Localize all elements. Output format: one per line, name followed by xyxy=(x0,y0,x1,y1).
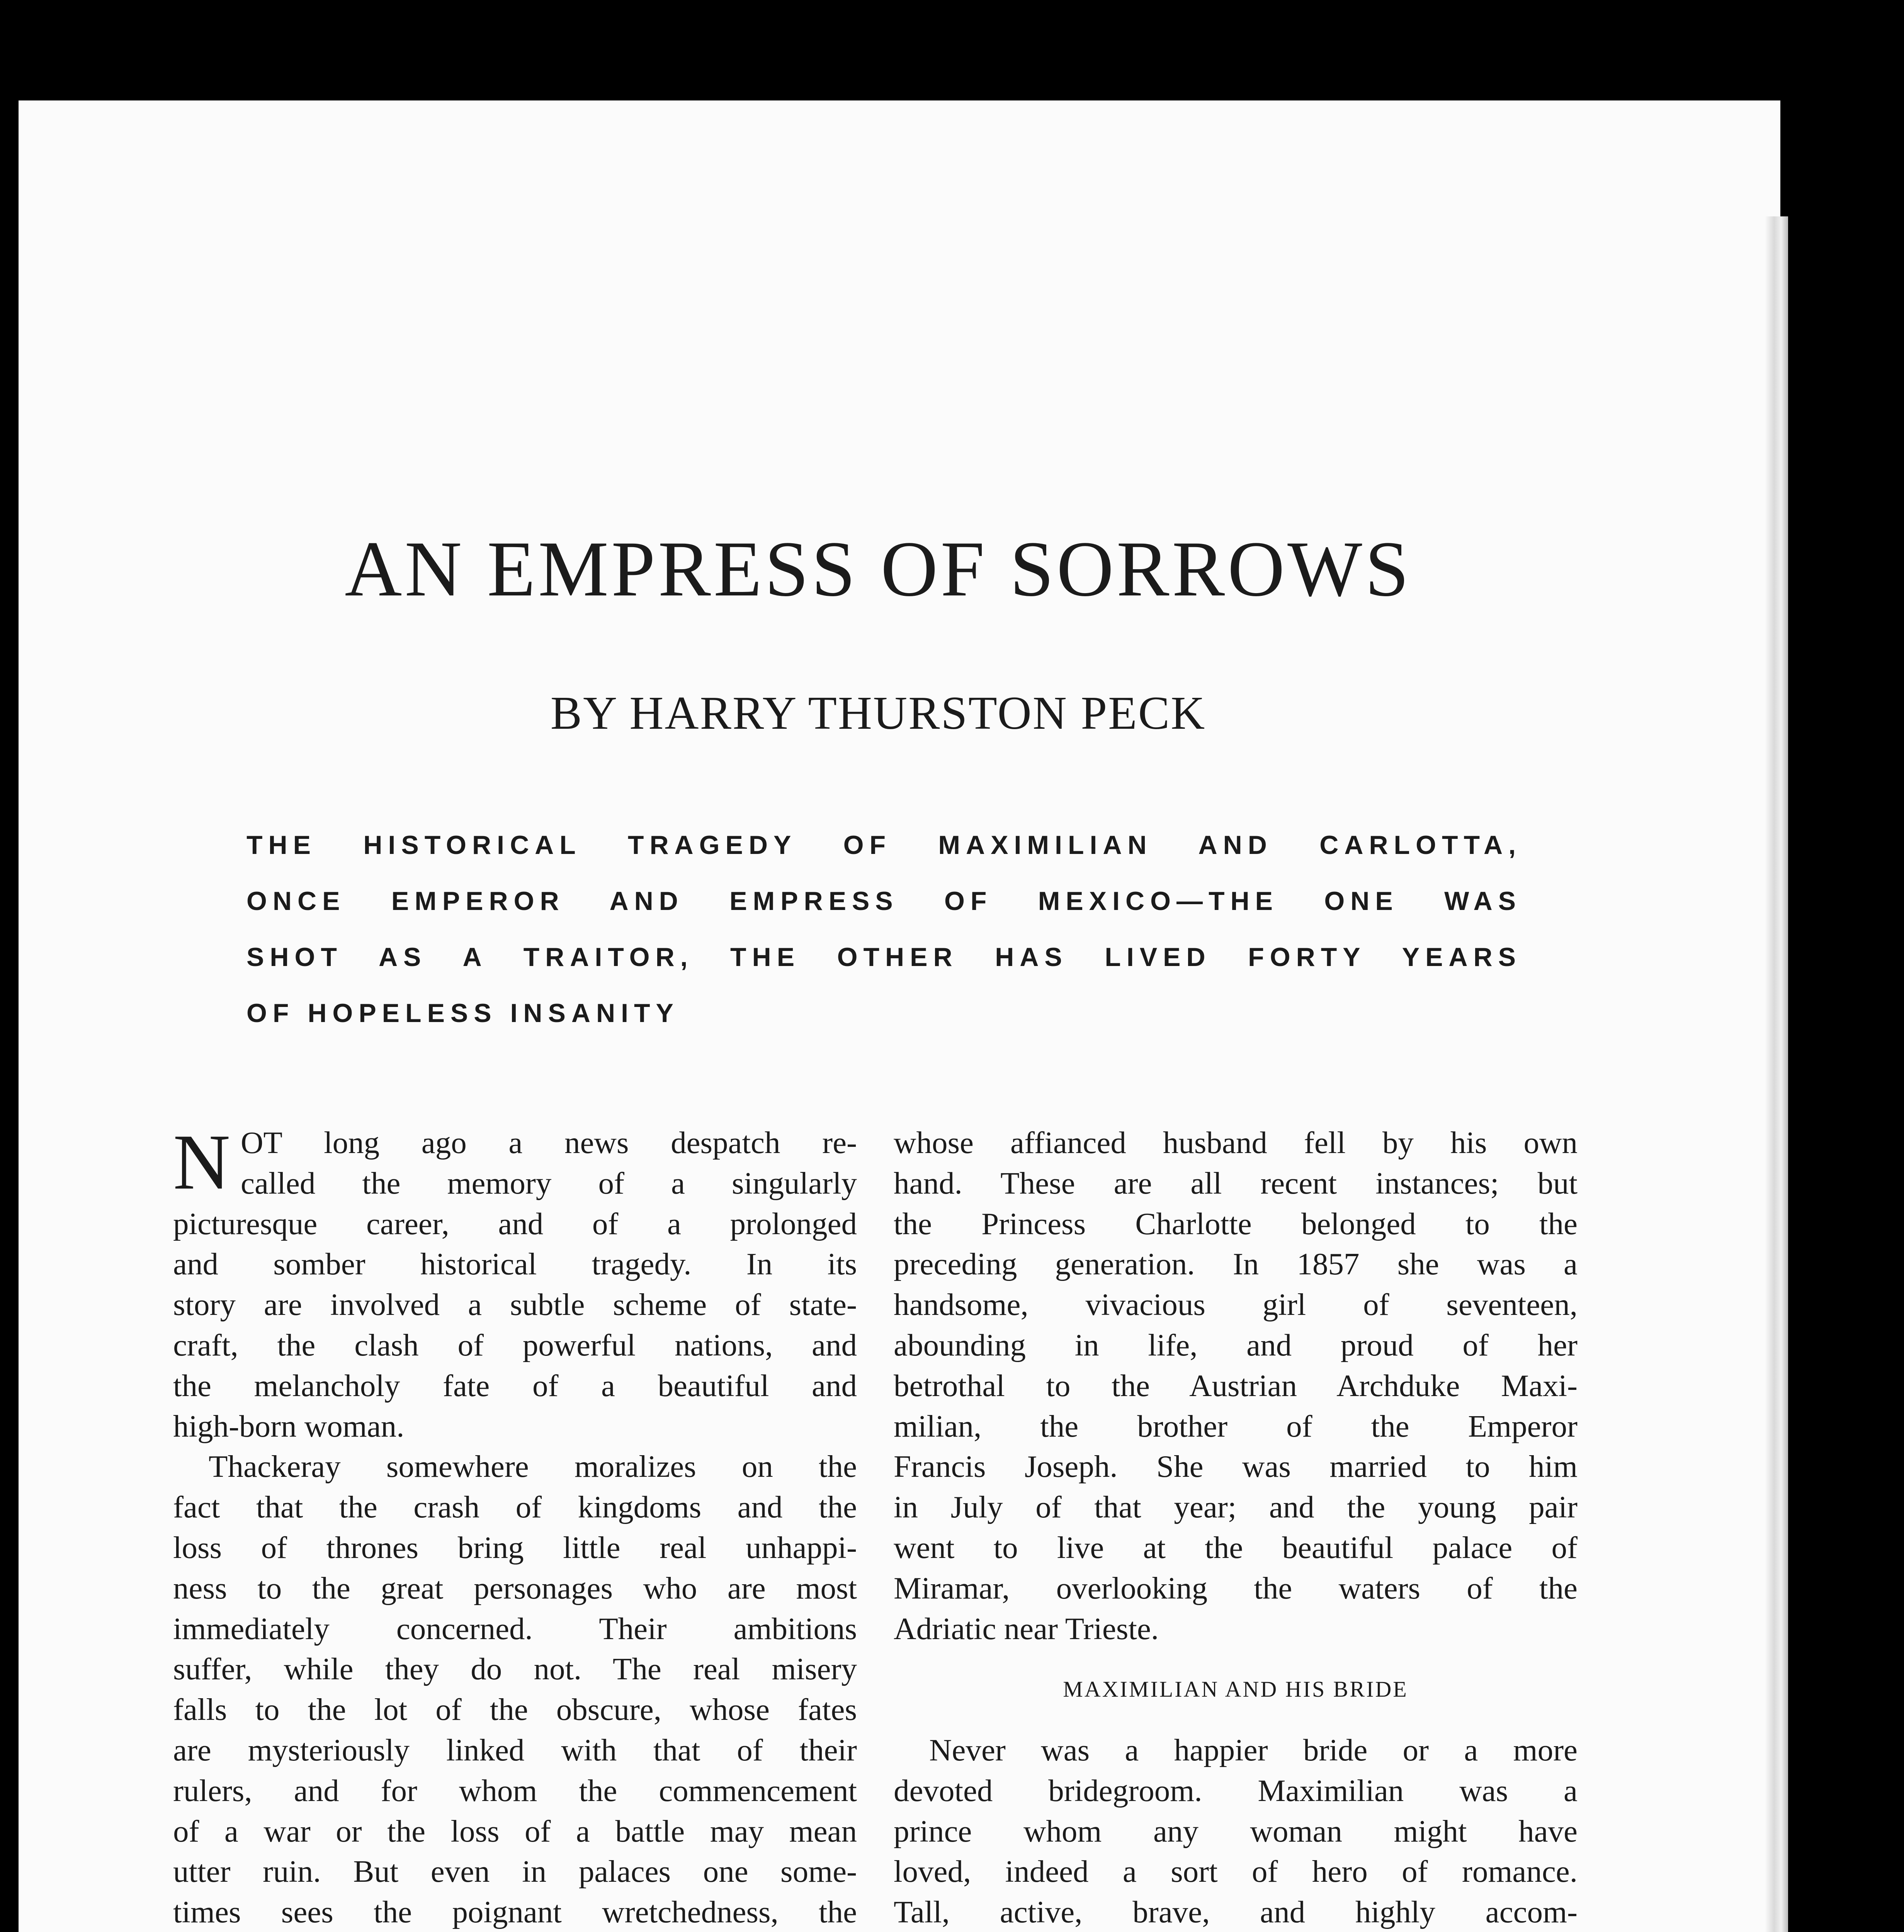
text-line: story are involved a subtle scheme of state- xyxy=(173,1287,857,1322)
text-line: falls to the lot of the obscure, whose fates xyxy=(173,1692,857,1727)
text-line: handsome, vivacious girl of seventeen, xyxy=(894,1287,1578,1322)
text-line: Francis Joseph. She was married to him xyxy=(894,1449,1578,1484)
text-line: Miramar, overlooking the waters of the xyxy=(894,1570,1578,1605)
text-line: craft, the clash of powerful nations, and xyxy=(173,1327,857,1362)
text-line: hand. These are all recent instances; but xyxy=(894,1165,1578,1201)
text-line: Never was a happier bride or a more xyxy=(929,1732,1578,1767)
page-edge xyxy=(1765,216,1788,1932)
text-line: rulers, and for whom the commencement xyxy=(173,1773,857,1808)
drop-cap: N xyxy=(173,1118,231,1206)
text-line: loved, indeed a sort of hero of romance. xyxy=(894,1854,1578,1889)
text-line: milian, the brother of the Emperor xyxy=(894,1408,1578,1444)
deck-line: THE HISTORICAL TRAGEDY OF MAXIMILIAN AND CARLOTTA, xyxy=(246,830,1522,860)
right-column xyxy=(894,1122,1578,1932)
article-title: AN EMPRESS OF SORROWS xyxy=(345,525,1412,613)
text-line: immediately concerned. Their ambitions xyxy=(173,1611,857,1646)
text-line: fact that the crash of kingdoms and the xyxy=(173,1490,857,1525)
text-line: utter ruin. But even in palaces one some- xyxy=(173,1854,857,1889)
text-line: whose affianced husband fell by his own xyxy=(894,1125,1578,1160)
text-line: preceding generation. In 1857 she was a xyxy=(894,1247,1578,1282)
text-line: the Princess Charlotte belonged to the xyxy=(894,1206,1578,1241)
text-line: the melancholy fate of a beautiful and xyxy=(173,1368,857,1403)
text-line: loss of thrones bring little real unhappi- xyxy=(173,1530,857,1565)
deck-line: SHOT AS A TRAITOR, THE OTHER HAS LIVED FORTY YEARS xyxy=(246,942,1522,972)
text-line: suffer, while they do not. The real misery xyxy=(173,1651,857,1687)
text-line: high-born woman. xyxy=(173,1408,405,1444)
article-deck xyxy=(246,827,1522,1051)
text-line: and somber historical tragedy. In its xyxy=(173,1247,857,1282)
section-subheading: MAXIMILIAN AND HIS BRIDE xyxy=(1063,1677,1408,1702)
text-line: went to live at the beautiful palace of xyxy=(894,1530,1578,1565)
left-column xyxy=(173,1118,857,1932)
magazine-page xyxy=(19,100,1780,1932)
deck-line: OF HOPELESS INSANITY xyxy=(246,998,679,1028)
text-line: in July of that year; and the young pair xyxy=(894,1490,1578,1525)
text-line: betrothal to the Austrian Archduke Maxi- xyxy=(894,1368,1578,1403)
text-line: ness to the great personages who are most xyxy=(173,1570,857,1605)
text-line: OT long ago a news despatch re- xyxy=(241,1125,857,1160)
text-line: abounding in life, and proud of her xyxy=(894,1327,1578,1362)
text-line: picturesque career, and of a prolonged xyxy=(173,1206,857,1241)
deck-line: ONCE EMPEROR AND EMPRESS OF MEXICO—THE ONE WAS xyxy=(246,886,1522,916)
article-byline: BY HARRY THURSTON PECK xyxy=(550,687,1206,739)
text-line: of a war or the loss of a battle may mean xyxy=(173,1813,857,1849)
text-line: prince whom any woman might have xyxy=(894,1813,1578,1849)
text-line: called the memory of a singularly xyxy=(241,1165,857,1201)
text-line: Adriatic near Trieste. xyxy=(894,1611,1159,1646)
text-line: are mysteriously linked with that of their xyxy=(173,1732,857,1767)
text-line: Tall, active, brave, and highly accom- xyxy=(894,1895,1578,1930)
text-line: Thackeray somewhere moralizes on the xyxy=(209,1449,857,1484)
text-line: devoted bridegroom. Maximilian was a xyxy=(894,1773,1578,1808)
text-line: times sees the poignant wretchedness, the xyxy=(173,1895,857,1930)
